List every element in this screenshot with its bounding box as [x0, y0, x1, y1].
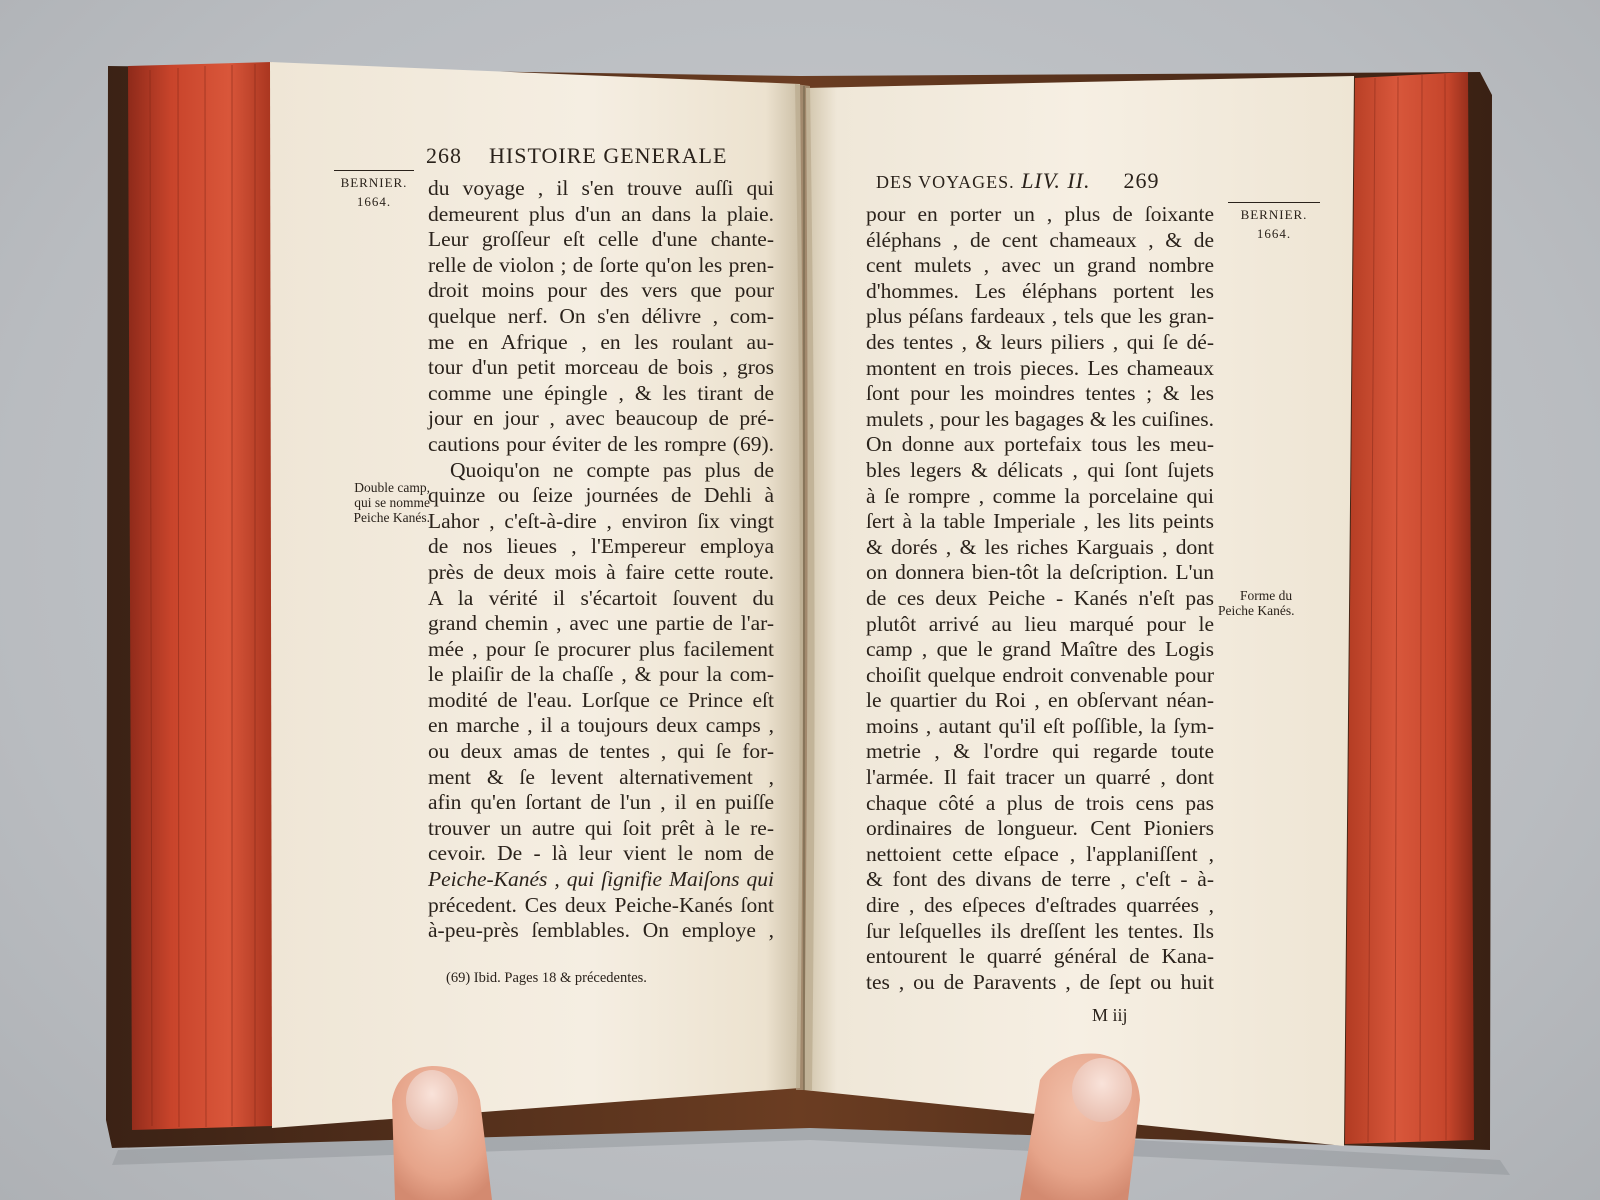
- text-line: & dorés , & les riches Karguais , dont: [866, 534, 1214, 559]
- text-line: montent en trois pieces. Les chameaux: [866, 355, 1214, 380]
- text-line: jour en jour , avec beaucoup de pré-: [428, 406, 774, 431]
- text-line: dire , des eſpeces d'eſtrades quarrées ,: [866, 893, 1214, 918]
- margin-note-line: Peiche Kanés.: [1218, 603, 1295, 618]
- text-line: le quartier du Roi , en obſervant néan-: [866, 688, 1214, 713]
- text-line: ment & ſe levent alternativement ,: [428, 764, 774, 789]
- text-line: ou deux amas de tentes , qui ſe for-: [428, 739, 774, 764]
- text-line: mée , pour ſe procurer plus facilement: [428, 636, 774, 661]
- text-line: en marche , il a toujours deux camps ,: [428, 713, 774, 738]
- right-book-number: LIV. II.: [1021, 168, 1091, 193]
- text-line: camp , que le grand Maître des Logis: [866, 637, 1214, 662]
- left-page-number: 268: [426, 143, 462, 168]
- text-line: chaque côté a plus de trois cens pas: [866, 790, 1214, 815]
- text-line: trouver un autre qui ſoit prêt à le re-: [428, 815, 774, 840]
- text-line: de ces deux Peiche - Kanés n'eſt pas: [866, 585, 1214, 610]
- left-running-title: HISTOIRE GENERALE: [489, 143, 728, 168]
- text-line: droit moins pour des vers que pour: [428, 278, 774, 303]
- text-line: grand chemin , avec une partie de l'ar-: [428, 611, 774, 636]
- text-line: On donne aux portefaix tous les meu-: [866, 432, 1214, 457]
- text-line: Leur groſſeur eſt celle d'une chante-: [428, 227, 774, 252]
- margin-note-line: qui se nomme: [354, 495, 430, 510]
- text-line: Quoiqu'on ne compte pas plus de: [450, 457, 774, 482]
- text-line: éléphans , de cent chameaux , & de: [866, 227, 1214, 252]
- text-line: tes , ou de Paravents , de ſept ou huit: [866, 969, 1214, 994]
- text-line: tour d'un petit morceau de bois , gros: [428, 355, 774, 380]
- right-side-name: BERNIER.: [1240, 207, 1308, 222]
- text-line: ſont pour les moindres tentes ; & les: [866, 381, 1214, 406]
- text-line: & font des divans de terre , c'eſt - à-: [866, 867, 1214, 892]
- text-line: Peiche-Kanés , qui ſignifie Maiſons qui: [428, 867, 774, 892]
- text-line: moins , autant qu'il eſt poſſible, la ſym-: [866, 713, 1214, 738]
- text-line: quinze ou ſeize journées de Dehli à: [428, 483, 774, 508]
- left-side-year: 1664.: [356, 194, 392, 209]
- text-line: cevoir. De - là leur vient le nom de: [428, 841, 774, 866]
- text-line: cent mulets , avec un grand nombre: [866, 253, 1214, 278]
- text-line: à-peu-près ſemblables. On employe ,: [428, 918, 774, 943]
- text-line: l'armée. Il fait tracer un quarré , dont: [866, 765, 1214, 790]
- left-fore-edge: [128, 62, 272, 1130]
- text-line: mulets , pour les bagages & les cuiſines.: [866, 406, 1214, 431]
- right-page-header: [876, 168, 1160, 194]
- text-line: me en Afrique , en les roulant au-: [428, 329, 774, 354]
- text-line: on donnera bien-tôt la deſcription. L'un: [866, 560, 1214, 585]
- left-footnote: (69) Ibid. Pages 18 & précedentes.: [446, 970, 647, 986]
- text-line: bles legers & délicats , qui ſont ſujets: [866, 457, 1214, 482]
- text-line: plus péſans fardeaux , tels que les gran-: [866, 304, 1214, 329]
- text-line: de nos lieues , l'Empereur employa: [428, 534, 774, 559]
- text-line: cautions pour éviter de les rompre (69).: [428, 431, 774, 456]
- right-page-body: [866, 202, 1214, 995]
- left-margin-note: [318, 480, 430, 525]
- margin-note-line: Double camp,: [354, 480, 430, 495]
- text-line: A la vérité il s'écartoit ſouvent du: [428, 585, 774, 610]
- text-line: précedent. Ces deux Peiche-Kanés ſont: [428, 892, 774, 917]
- text-line: afin qu'en ſortant de l'un , il en puiſſe: [428, 790, 774, 815]
- left-side-author: [334, 170, 414, 210]
- text-line: modité de l'eau. Lorſque ce Prince eſt: [428, 687, 774, 712]
- left-side-name: BERNIER.: [340, 175, 408, 190]
- text-line: ordinaires de longueur. Cent Pioniers: [866, 816, 1214, 841]
- text-line: Lahor , c'eſt-à-dire , environ ſix vingt: [428, 508, 774, 533]
- right-side-author: [1228, 202, 1320, 242]
- signature-mark: M iij: [1092, 1005, 1128, 1025]
- text-line: plutôt arrivé au lieu marqué pour le: [866, 611, 1214, 636]
- right-side-year: 1664.: [1256, 226, 1292, 241]
- text-line: demeurent plus d'un an dans la plaie.: [428, 201, 774, 226]
- text-line: près de deux mois à faire cette route.: [428, 559, 774, 584]
- text-line: le plaiſir de la chaſſe , & pour la com-: [428, 662, 774, 687]
- text-line: nettoient cette eſpace , l'applaniſſent ,: [866, 841, 1214, 866]
- text-line: metrie , & l'ordre qui regarde toute: [866, 739, 1214, 764]
- text-line: d'hommes. Les éléphans portent les: [866, 278, 1214, 303]
- right-page-number: 269: [1123, 168, 1160, 193]
- right-fore-edge: [1345, 72, 1474, 1144]
- text-line: ſur leſquelles ils dreſſent les tentes. Ils: [866, 918, 1214, 943]
- text-line: entourent le quarré général de Kana-: [866, 944, 1214, 969]
- text-line: comme une épingle , & les tirant de: [428, 380, 774, 405]
- margin-note-line: Forme du: [1240, 588, 1293, 603]
- text-line: relle de violon ; de ſorte qu'on les pren-: [428, 252, 774, 277]
- text-line: ſert à la table Imperiale , les lits peints: [866, 509, 1214, 534]
- text-line: du voyage , il s'en trouve auſſi qui: [428, 176, 774, 200]
- margin-note-line: Peiche Kanés.: [353, 510, 430, 525]
- text-line: des tentes , & leurs piliers , qui ſe dé-: [866, 329, 1214, 354]
- right-running-title: DES VOYAGES.: [876, 172, 1015, 192]
- left-page-body: [428, 176, 774, 944]
- text-line: quelque nerf. On s'en délivre , com-: [428, 303, 774, 328]
- text-line: pour en porter un , plus de ſoixante: [866, 202, 1214, 226]
- text-line: à ſe rompre , comme la porcelaine qui: [866, 483, 1214, 508]
- right-margin-note: [1218, 588, 1314, 618]
- text-line: choiſit quelque endroit convenable pour: [866, 662, 1214, 687]
- left-page-header: [426, 143, 727, 169]
